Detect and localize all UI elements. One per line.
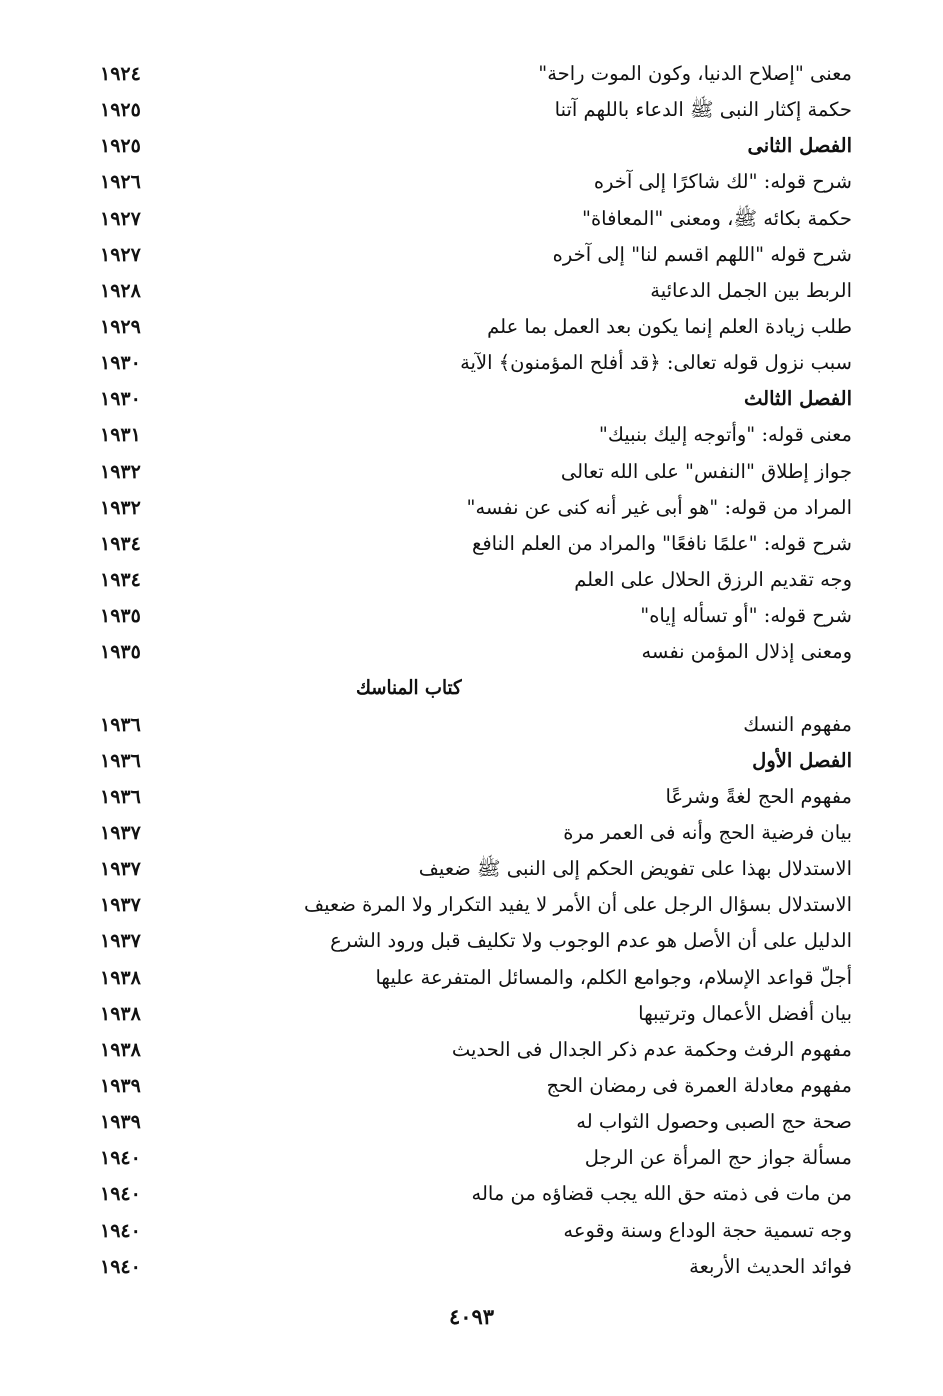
toc-entry bbox=[100, 779, 852, 815]
entry-page-number: ١٩٣٤ bbox=[100, 532, 141, 555]
entry-page-number: ١٩٢٥ bbox=[100, 99, 141, 122]
entry-title: بيان فرضية الحج وأنه فى العمر مرة bbox=[563, 820, 852, 844]
entry-title: جواز إطلاق "النفس" على الله تعالى bbox=[560, 459, 852, 483]
toc-entry bbox=[100, 960, 852, 996]
entry-page-number: ١٩٢٧ bbox=[100, 207, 141, 230]
section-heading-row bbox=[100, 128, 852, 164]
entry-page-number: ١٩٣٥ bbox=[100, 605, 141, 628]
entry-page-number: ١٩٣٨ bbox=[100, 1038, 141, 1061]
entry-title: صحة حج الصبى وحصول الثواب له bbox=[576, 1110, 852, 1134]
entry-title: الاستدلال بسؤال الرجل على أن الأمر لا يفيد التكرار ولا المرة ضعيف bbox=[303, 893, 852, 917]
entry-page-number: ١٩٤٠ bbox=[100, 1219, 141, 1242]
entry-page-number: ١٩٣٧ bbox=[100, 894, 141, 917]
entry-page-number: ١٩٢٦ bbox=[100, 171, 141, 194]
entry-title: وجه تسمية حجة الوداع وسنة وقوعه bbox=[563, 1218, 852, 1242]
entry-title: الاستدلال بهذا على تفويض الحكم إلى النبى ﷺ ضعيف bbox=[418, 857, 852, 881]
entry-page-number: ١٩٣٨ bbox=[100, 1002, 141, 1025]
entry-page-number: ١٩٣٧ bbox=[100, 930, 141, 953]
entry-page-number: ١٩٣١ bbox=[100, 424, 141, 447]
page-number: ٤٠٩٣ bbox=[448, 1304, 495, 1329]
entry-page-number: ١٩٢٩ bbox=[100, 315, 141, 338]
entry-page-number: ١٩٢٥ bbox=[100, 135, 141, 158]
section-heading-row bbox=[100, 381, 852, 417]
toc-entry bbox=[100, 526, 852, 562]
entry-title: أجلّ قواعد الإسلام، وجوامع الكلم، والمسائل المتفرعة عليها bbox=[375, 965, 852, 989]
toc-entry bbox=[100, 598, 852, 634]
entry-title: مفهوم النسك bbox=[743, 712, 852, 736]
toc-entry bbox=[100, 996, 852, 1032]
toc-entry bbox=[100, 273, 852, 309]
toc-entry bbox=[100, 1068, 852, 1104]
entry-title: مفهوم الحج لغةً وشرعًا bbox=[665, 784, 852, 808]
entry-title: سبب نزول قوله تعالى: ﴿قد أفلح المؤمنون﴾ الآية bbox=[460, 351, 852, 375]
toc-entry bbox=[100, 562, 852, 598]
entry-page-number: ١٩٣٨ bbox=[100, 966, 141, 989]
entry-page-number: ١٩٣٦ bbox=[100, 785, 141, 808]
toc-entry bbox=[100, 345, 852, 381]
entry-title: الربط بين الجمل الدعائية bbox=[650, 278, 852, 302]
entry-page-number: ١٩٣٦ bbox=[100, 749, 141, 772]
entry-title: معنى "إصلاح الدنيا، وكون الموت راحة" bbox=[538, 62, 852, 85]
entry-title: حكمة إكثار النبى ﷺ الدعاء باللهم آتنا bbox=[554, 98, 852, 122]
section-heading: الفصل الأول bbox=[752, 748, 852, 772]
toc-entry bbox=[100, 1213, 852, 1249]
section-heading: الفصل الثالث bbox=[744, 387, 852, 411]
entry-title: شرح قوله "اللهم اقسم لنا" إلى آخره bbox=[552, 242, 852, 266]
entry-page-number: ١٩٣٤ bbox=[100, 568, 141, 591]
entry-page-number: ١٩٣٥ bbox=[100, 641, 141, 664]
entry-title: ومعنى إذلال المؤمن نفسه bbox=[641, 640, 852, 664]
toc-entry bbox=[100, 1032, 852, 1068]
toc-entry bbox=[100, 92, 852, 128]
toc-entry bbox=[100, 1104, 852, 1140]
entry-page-number: ١٩٣٠ bbox=[100, 352, 141, 375]
entry-page-number: ١٩٢٨ bbox=[100, 279, 141, 302]
entry-page-number: ١٩٣٧ bbox=[100, 821, 141, 844]
entry-title: مفهوم معادلة العمرة فى رمضان الحج bbox=[546, 1073, 852, 1097]
entry-page-number: ١٩٢٤ bbox=[100, 63, 141, 85]
entry-title: معنى قوله: "وأتوجه إليك بنبيك" bbox=[598, 423, 852, 447]
toc-entry bbox=[100, 201, 852, 237]
entry-page-number: ١٩٢٧ bbox=[100, 243, 141, 266]
toc-entry bbox=[100, 923, 852, 959]
entry-page-number: ١٩٣٩ bbox=[100, 1074, 141, 1097]
entry-page-number: ١٩٣٠ bbox=[100, 388, 141, 411]
table-of-contents bbox=[100, 56, 852, 1285]
toc-entry bbox=[100, 634, 852, 670]
toc-entry bbox=[100, 851, 852, 887]
toc-entry bbox=[100, 1140, 852, 1176]
entry-title: بيان أفضل الأعمال وترتيبها bbox=[638, 1001, 852, 1025]
toc-entry bbox=[100, 707, 852, 743]
toc-entry bbox=[100, 490, 852, 526]
toc-entry bbox=[100, 887, 852, 923]
entry-page-number: ١٩٣٧ bbox=[100, 858, 141, 881]
section-heading: الفصل الثانى bbox=[747, 134, 852, 158]
toc-entry bbox=[100, 56, 852, 92]
entry-page-number bbox=[100, 670, 160, 706]
entry-page-number: ١٩٣٦ bbox=[100, 713, 141, 736]
entry-title: طلب زيادة العلم إنما يكون بعد العمل بما علم bbox=[487, 314, 852, 338]
entry-title: فوائد الحديث الأربعة bbox=[689, 1254, 852, 1278]
toc-entry bbox=[100, 417, 852, 453]
toc-entry bbox=[100, 1176, 852, 1212]
toc-entry bbox=[100, 164, 852, 200]
entry-title: الدليل على أن الأصل هو عدم الوجوب ولا تكليف قبل ورود الشرع bbox=[330, 929, 852, 953]
entry-title: حكمة بكائه ﷺ، ومعنى "المعافاة" bbox=[581, 206, 852, 230]
entry-page-number: ١٩٤٠ bbox=[100, 1255, 141, 1278]
entry-title: شرح قوله: "علمًا نافعًا" والمراد من العلم النافع bbox=[471, 531, 852, 555]
entry-page-number: ١٩٤٠ bbox=[100, 1147, 141, 1170]
toc-entry bbox=[100, 815, 852, 851]
toc-entry bbox=[100, 237, 852, 273]
toc-entry bbox=[100, 454, 852, 490]
entry-page-number: ١٩٤٠ bbox=[100, 1183, 141, 1206]
entry-title: المراد من قوله: "هو أبى غير أنه كنى عن نفسه" bbox=[466, 495, 852, 519]
entry-title: مسألة جواز حج المرأة عن الرجل bbox=[584, 1146, 852, 1170]
section-heading-row bbox=[100, 743, 852, 779]
toc-entry bbox=[100, 309, 852, 345]
section-heading: كتاب المناسك bbox=[356, 676, 462, 700]
entry-title: وجه تقديم الرزق الحلال على العلم bbox=[574, 567, 852, 591]
entry-title: من مات فى ذمته حق الله يجب قضاؤه من ماله bbox=[471, 1182, 852, 1206]
entry-title: شرح قوله: "أو تسأله إياه" bbox=[640, 604, 852, 628]
entry-page-number: ١٩٣٢ bbox=[100, 496, 141, 519]
entry-title: شرح قوله: "لك شاكرًا إلى آخره bbox=[593, 170, 852, 194]
entry-page-number: ١٩٣٩ bbox=[100, 1111, 141, 1134]
entry-page-number: ١٩٣٢ bbox=[100, 460, 141, 483]
entry-title: مفهوم الرفث وحكمة عدم ذكر الجدال فى الحديث bbox=[451, 1037, 852, 1061]
section-heading-row bbox=[100, 670, 852, 706]
toc-entry bbox=[100, 1249, 852, 1285]
